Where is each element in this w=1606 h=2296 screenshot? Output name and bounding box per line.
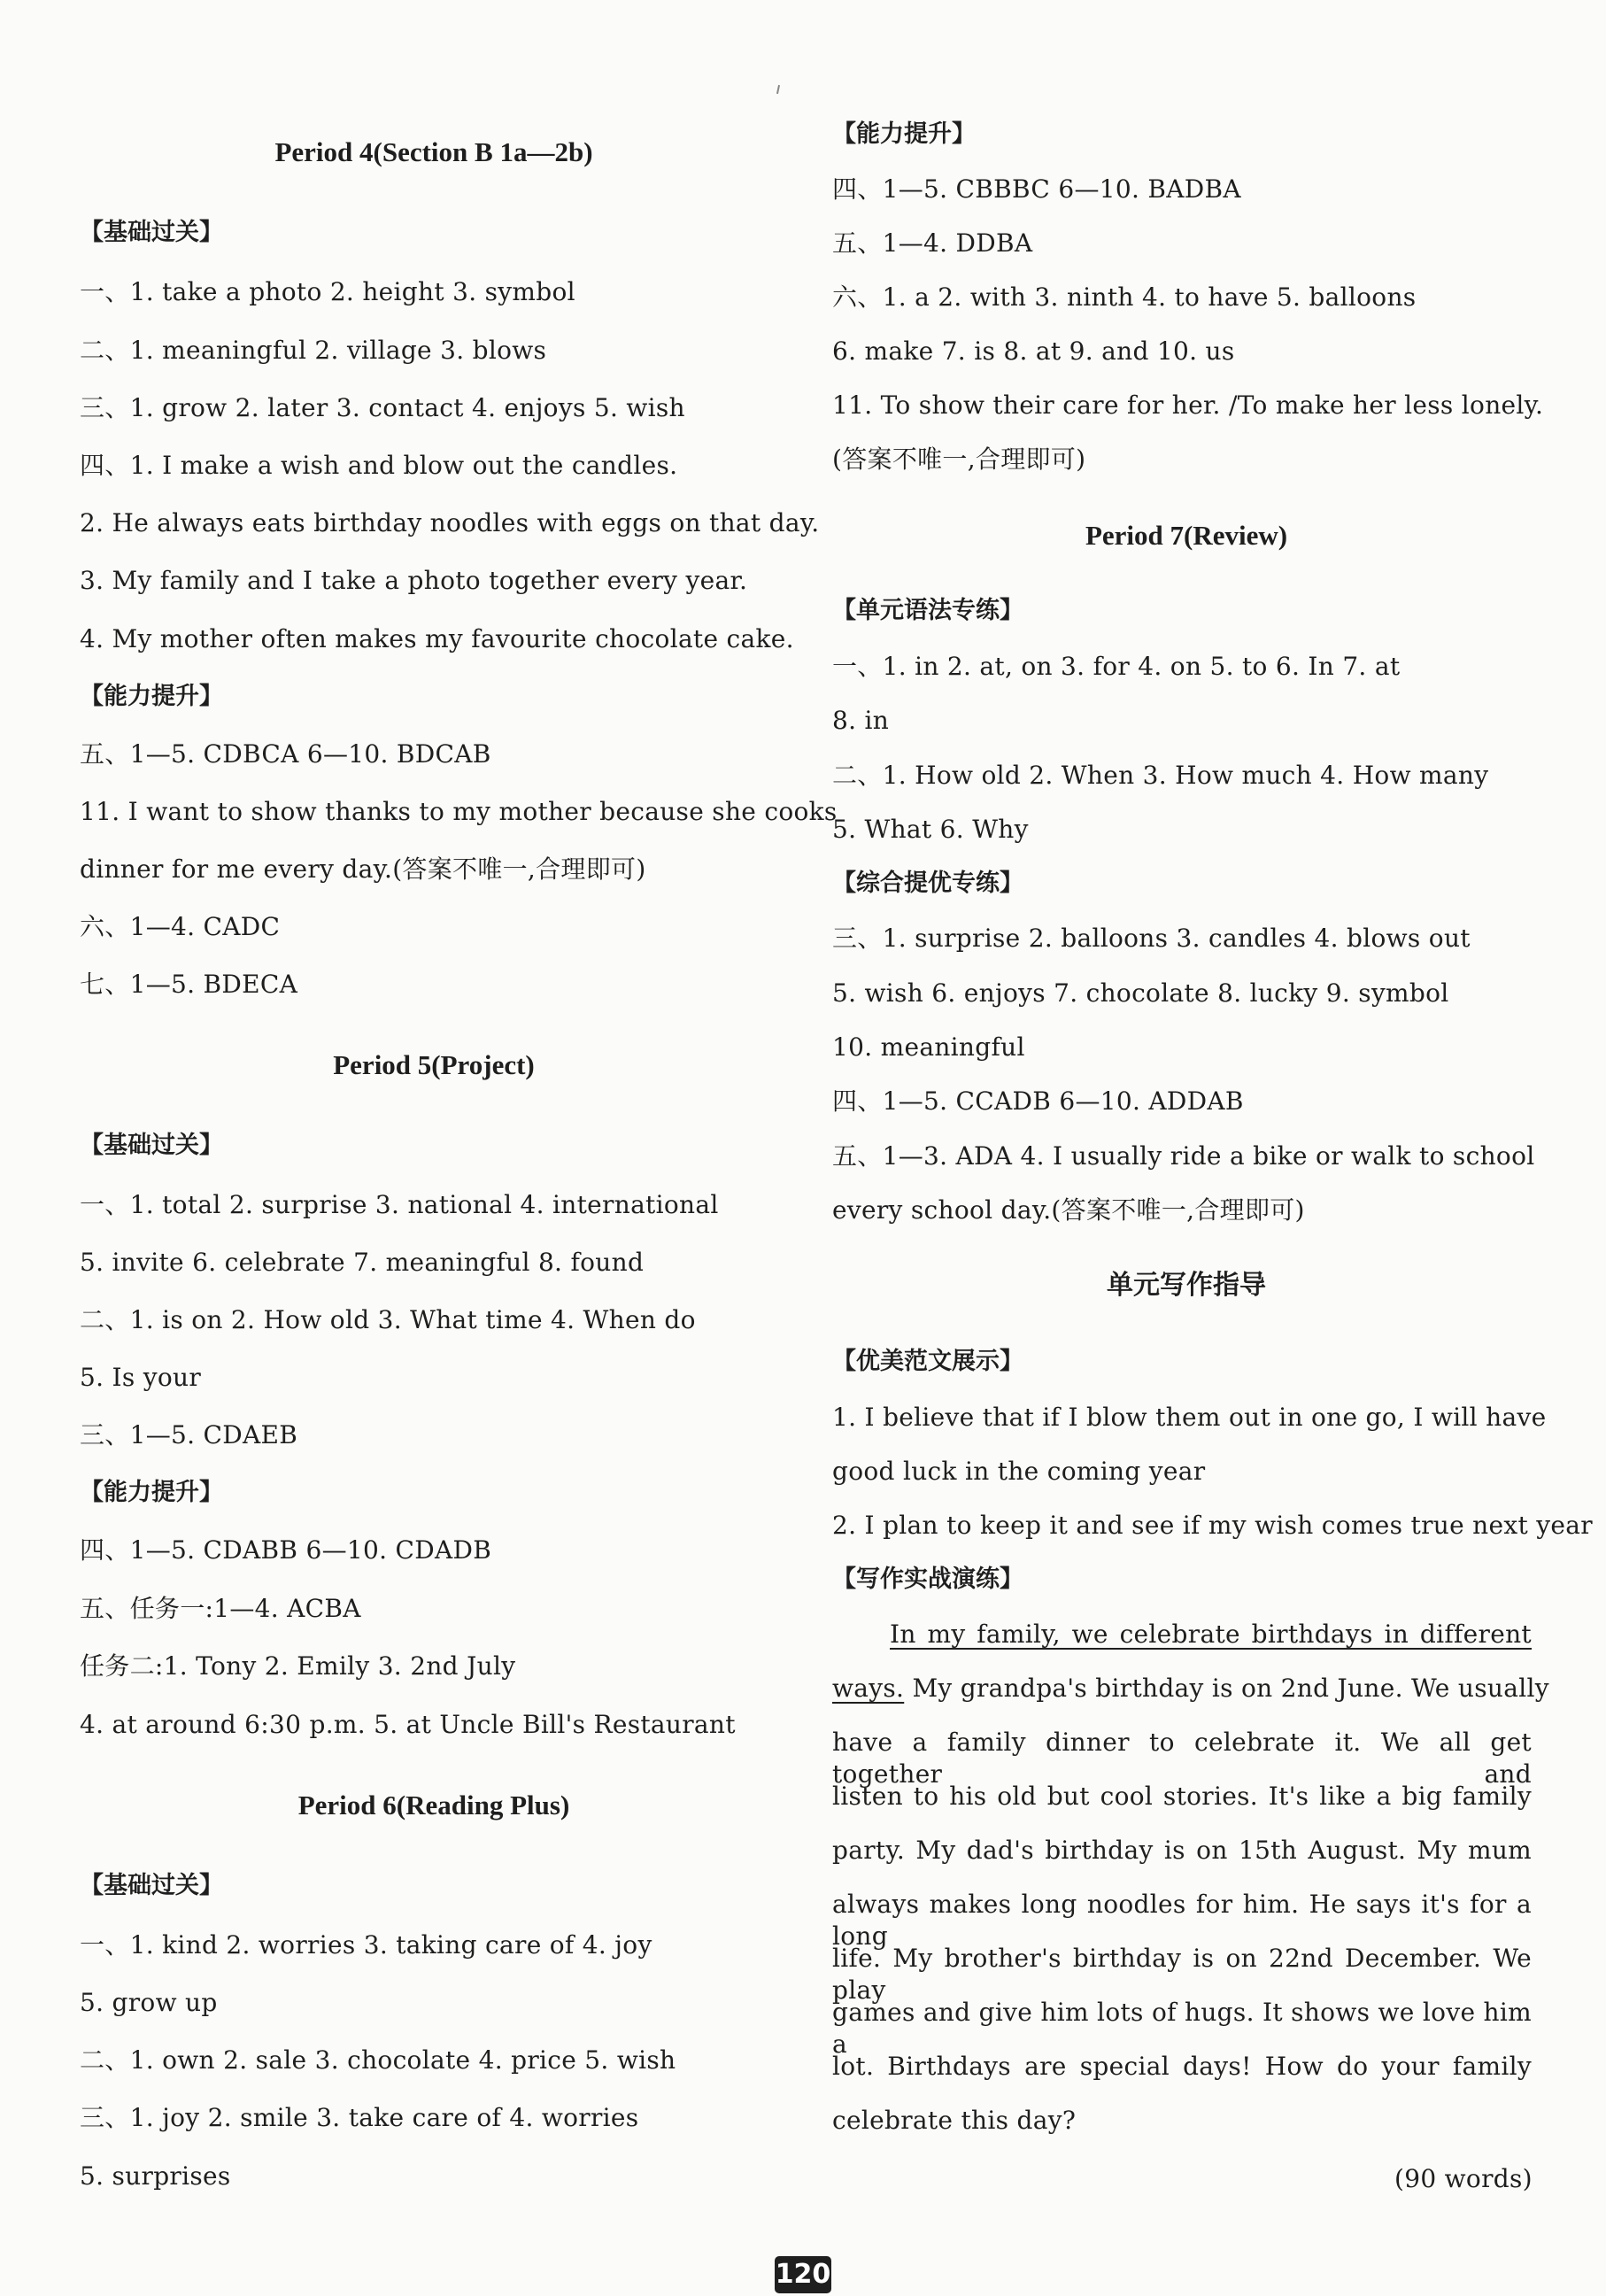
answer-line: 六、1—4. CADC <box>80 912 281 941</box>
answer-line: good luck in the coming year <box>832 1457 1206 1486</box>
answer-line: 五、任务一:1—4. ACBA <box>80 1594 361 1623</box>
answer-line: 11. I want to show thanks to my mother because she cooks <box>80 797 838 826</box>
answer-line: 一、1. kind 2. worries 3. taking care of 4. joy <box>80 1930 652 1960</box>
period-5-title: Period 5(Project) <box>333 1049 535 1080</box>
answer-line: 10. meaningful <box>832 1032 1025 1062</box>
answer-line: 8. in <box>832 706 890 735</box>
section-label-writing-practice: 【写作实战演练】 <box>832 1565 1023 1593</box>
answer-line: (答案不唯一,合理即可) <box>832 445 1086 474</box>
section-label-ability: 【能力提升】 <box>832 120 976 148</box>
answer-line: 4. My mother often makes my favourite chocolate cake. <box>80 624 794 653</box>
answer-line: 六、1. a 2. with 3. ninth 4. to have 5. balloons <box>832 282 1417 312</box>
answer-line: 四、1—5. CBBBC 6—10. BADBA <box>832 174 1241 204</box>
answer-line: 2. He always eats birthday noodles with eggs on that day. <box>80 508 820 537</box>
answer-line: 二、1. How old 2. When 3. How much 4. How many <box>832 761 1489 790</box>
answer-line: 一、1. in 2. at, on 3. for 4. on 5. to 6. In 7. at <box>832 652 1401 681</box>
essay-line <box>832 1673 1549 1705</box>
word-count: (90 words) <box>1394 2164 1533 2193</box>
answer-line: 七、1—5. BDECA <box>80 970 298 999</box>
section-label-ability: 【能力提升】 <box>80 1479 223 1506</box>
essay-line-underlined <box>890 1619 1532 1650</box>
answer-line: 4. at around 6:30 p.m. 5. at Uncle Bill's Restaurant <box>80 1710 736 1739</box>
answer-line: 五、1—3. ADA 4. I usually ride a bike or walk to school <box>832 1141 1535 1171</box>
answer-line: dinner for me every day.(答案不唯一,合理即可) <box>80 854 646 884</box>
answer-line: 二、1. meaningful 2. village 3. blows <box>80 336 547 365</box>
essay-line: have a family dinner to celebrate it. We all get together and <box>832 1728 1532 1789</box>
period-6-title: Period 6(Reading Plus) <box>297 1790 570 1821</box>
answer-line: 1. I believe that if I blow them out in one go, I will have <box>832 1403 1547 1432</box>
answer-line: 5. What 6. Why <box>832 815 1029 844</box>
answer-line: 5. Is your <box>80 1363 202 1392</box>
answer-line: 五、1—5. CDBCA 6—10. BDCAB <box>80 739 491 769</box>
answer-line: 三、1. surprise 2. balloons 3. candles 4. blows out <box>832 924 1471 953</box>
answer-line: 三、1. grow 2. later 3. contact 4. enjoys 5. wish <box>80 393 685 422</box>
answer-line: every school day.(答案不唯一,合理即可) <box>832 1195 1305 1225</box>
section-label-model-essay: 【优美范文展示】 <box>832 1348 1023 1375</box>
answer-line: 11. To show their care for her. /To make her less lonely. <box>832 390 1544 420</box>
section-label-grammar: 【单元语法专练】 <box>832 597 1023 624</box>
answer-line: 二、1. own 2. sale 3. chocolate 4. price 5. wish <box>80 2045 676 2075</box>
answer-line: 五、1—4. DDBA <box>832 228 1033 258</box>
answer-line: 5. wish 6. enjoys 7. chocolate 8. lucky 9. symbol <box>832 978 1449 1008</box>
answer-line: 任务二:1. Tony 2. Emily 3. 2nd July <box>80 1651 516 1681</box>
period-4-title: Period 4(Section B 1a—2b) <box>274 136 593 167</box>
answer-line: 四、1. I make a wish and blow out the candles. <box>80 451 678 480</box>
page-number: 120 <box>775 2256 831 2293</box>
answer-line: 2. I plan to keep it and see if my wish comes true next year <box>832 1511 1593 1540</box>
answer-line: 三、1. joy 2. smile 3. take care of 4. worries <box>80 2103 639 2132</box>
section-label-basic: 【基础过关】 <box>80 1132 223 1159</box>
writing-guide-title: 单元写作指导 <box>1107 1270 1266 1301</box>
essay-underlined-text: In my family, we celebrate birthdays in different <box>890 1620 1532 1649</box>
section-label-basic: 【基础过关】 <box>80 219 223 246</box>
essay-line: listen to his old but cool stories. It's like a big family <box>832 1782 1532 1811</box>
answer-line: 5. invite 6. celebrate 7. meaningful 8. found <box>80 1248 645 1277</box>
answer-line: 四、1—5. CDABB 6—10. CDADB <box>80 1535 492 1565</box>
answer-line: 5. grow up <box>80 1988 218 2017</box>
answer-line: 三、1—5. CDAEB <box>80 1420 298 1449</box>
essay-line: celebrate this day? <box>832 2106 1077 2135</box>
essay-underlined-text: ways. <box>832 1674 905 1703</box>
essay-line: lot. Birthdays are special days! How do your family <box>832 2052 1532 2081</box>
print-speck <box>776 85 780 94</box>
section-label-ability: 【能力提升】 <box>80 683 223 710</box>
answer-line: 一、1. total 2. surprise 3. national 4. international <box>80 1190 719 1219</box>
essay-line: games and give him lots of hugs. It shows we love him a <box>832 1998 1532 2059</box>
answer-line: 3. My family and I take a photo together every year. <box>80 566 748 595</box>
section-label-basic: 【基础过关】 <box>80 1872 223 1899</box>
essay-line: always makes long noodles for him. He says it's for a long <box>832 1890 1532 1951</box>
section-label-comprehensive: 【综合提优专练】 <box>832 870 1023 897</box>
period-7-title: Period 7(Review) <box>1085 520 1288 551</box>
answer-line: 四、1—5. CCADB 6—10. ADDAB <box>832 1086 1244 1116</box>
essay-line: party. My dad's birthday is on 15th August. My mum <box>832 1836 1532 1865</box>
answer-line: 二、1. is on 2. How old 3. What time 4. When do <box>80 1305 696 1334</box>
answer-line: 6. make 7. is 8. at 9. and 10. us <box>832 336 1235 366</box>
answer-line: 5. surprises <box>80 2161 231 2191</box>
essay-line: life. My brother's birthday is on 22nd December. We play <box>832 1944 1532 2005</box>
essay-text: My grandpa's birthday is on 2nd June. We usually <box>904 1674 1549 1703</box>
answer-line: 一、1. take a photo 2. height 3. symbol <box>80 277 575 306</box>
